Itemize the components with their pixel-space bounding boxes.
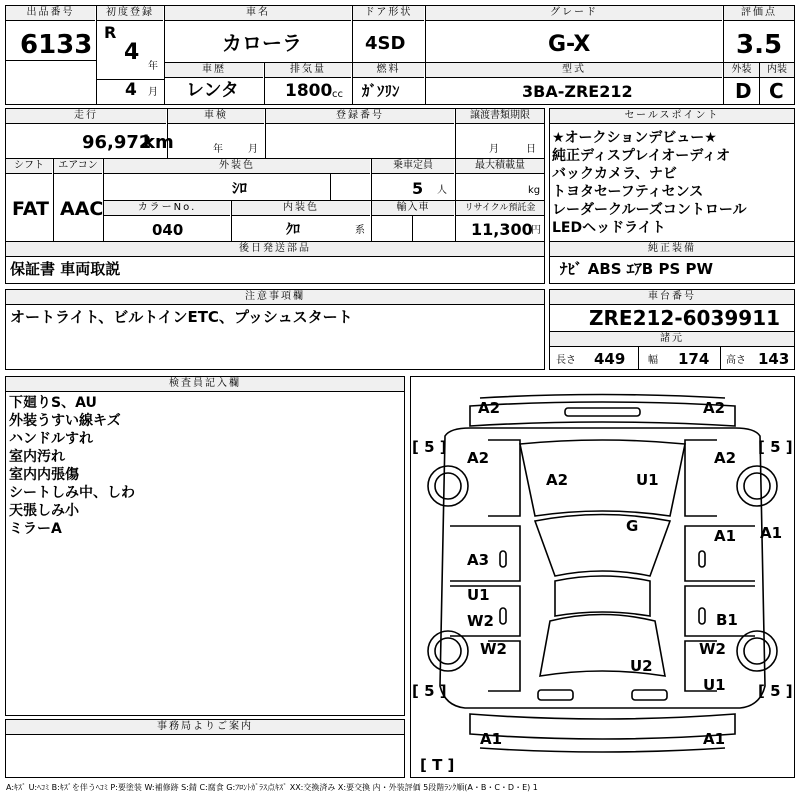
lot-number: 6133 xyxy=(20,30,93,60)
fuel-label: 燃料 xyxy=(353,63,424,78)
inspector-line: 下廻りS、AU xyxy=(9,395,97,411)
later-parts-label: 後日発送部品 xyxy=(6,242,544,257)
sales-point-item: レーダークルーズコントロール xyxy=(552,202,747,218)
mark-front-left: A2 xyxy=(478,399,501,417)
inspector-line: 天張しみ小 xyxy=(9,503,79,519)
int-value: C xyxy=(769,79,784,103)
mark-fender-left: A2 xyxy=(467,449,490,467)
ext-label: 外装 xyxy=(724,63,759,78)
mark-door-rl-w: W2 xyxy=(467,612,494,630)
sales-points-list xyxy=(552,129,747,237)
inspector-line: 室内内張傷 xyxy=(9,467,79,483)
width-value: 174 xyxy=(678,350,710,368)
office-label: 事務局よりご案内 xyxy=(6,720,404,735)
mark-qtr-left: W2 xyxy=(480,640,507,658)
spec-label: 諸元 xyxy=(550,332,794,347)
insp-year-unit: 年 xyxy=(213,144,223,155)
recycle-unit: 円 xyxy=(531,225,541,236)
lot-label: 出品番号 xyxy=(6,6,95,21)
shift-value: FAT xyxy=(12,198,49,220)
notes-label: 注意事項欄 xyxy=(6,290,544,305)
grade-label: グレード xyxy=(426,6,722,21)
transfer-month-unit: 月 xyxy=(489,144,499,155)
shift-label: シフト xyxy=(6,159,52,174)
tire-spare: [ T ] xyxy=(420,756,455,774)
inspector-lines xyxy=(9,394,135,538)
mark-hood-right: U1 xyxy=(636,471,659,489)
inspector-line: ハンドルすれ xyxy=(9,431,93,447)
door-label: ドア形状 xyxy=(353,6,424,21)
color-value: ｼﾛ xyxy=(232,179,248,197)
sales-point-item: 純正ディスプレイオーディオ xyxy=(552,148,731,164)
load-unit: kg xyxy=(528,185,541,196)
sales-points-label: セールスポイント xyxy=(550,109,794,124)
car-name-label: 車名 xyxy=(165,6,351,21)
notes-value: オートライト、ビルトインETC、プッシュスタート xyxy=(10,308,353,326)
reg-year: 4 xyxy=(124,40,140,65)
inspection-label: 車検 xyxy=(168,109,264,124)
mileage-unit: km xyxy=(143,132,174,153)
history-value: レンタ xyxy=(186,80,239,101)
intcolor-unit: 系 xyxy=(355,225,365,236)
width-label: 幅 xyxy=(648,355,658,366)
details-block xyxy=(5,108,545,242)
intcolor-label: 内装色 xyxy=(232,201,370,216)
model-label: 型式 xyxy=(426,63,722,78)
transfer-day-unit: 日 xyxy=(526,144,536,155)
capacity-value: 5 xyxy=(412,179,424,198)
later-parts-value: 保証書 車両取説 xyxy=(10,260,121,278)
int-label: 内装 xyxy=(760,63,794,78)
grade-value: G-X xyxy=(548,32,591,57)
chassis-value: ZRE212-6039911 xyxy=(589,306,781,330)
sales-point-item: バックカメラ、ナビ xyxy=(552,166,677,182)
tire-fr: [ 5 ] xyxy=(758,438,793,456)
ext-value: D xyxy=(735,79,752,103)
capacity-label: 乗車定員 xyxy=(372,159,454,174)
inspector-line: 外装うすい線キズ xyxy=(9,413,121,429)
mileage-label: 走行 xyxy=(6,109,166,124)
regno-label: 登録番号 xyxy=(266,109,454,124)
inspector-line: ミラーA xyxy=(9,521,62,537)
colorno-label: カラーNo. xyxy=(104,201,230,216)
model-value: 3BA-ZRE212 xyxy=(522,82,633,101)
legend: A:ｷｽﾞ U:ﾍｺﾐ B:ｷｽﾞを伴うﾍｺﾐ P:要塗装 W:補修跡 S:錆 C:腐食 G:ﾌﾛﾝﾄｶﾞﾗｽ点ｷｽﾞ XX:交換済み X:要交換 内・外装評価 5段階ﾗﾝｸ順(A・B・C・D・E) 1 xyxy=(6,783,538,792)
disp-value: 1800 xyxy=(285,81,333,101)
mark-rear-left: A1 xyxy=(480,730,503,748)
car-name: カローラ xyxy=(222,31,302,55)
insp-month-unit: 月 xyxy=(248,144,258,155)
load-label: 最大積載量 xyxy=(456,159,544,174)
recycle-label: リサイクル預託金 xyxy=(456,201,544,216)
height-value: 143 xyxy=(758,350,790,368)
transfer-label: 譲渡書類期限 xyxy=(456,109,544,124)
mileage-value: 96,972 xyxy=(82,132,152,153)
mark-trunk: U2 xyxy=(630,657,653,675)
mark-fender-right: A2 xyxy=(714,449,737,467)
inspector-line: 室内汚れ xyxy=(9,449,65,465)
mark-roof: G xyxy=(626,517,639,535)
history-label: 車歴 xyxy=(165,63,263,78)
import-label: 輸入車 xyxy=(372,201,454,216)
year-unit: 年 xyxy=(148,61,158,72)
mark-pillar-r: A1 xyxy=(760,524,783,542)
sales-point-item: LEDヘッドライト xyxy=(552,220,666,236)
length-value: 449 xyxy=(594,350,626,368)
inspector-line: シートしみ中、しわ xyxy=(9,485,135,501)
tire-rl: [ 5 ] xyxy=(412,682,447,700)
mark-door-fr: A1 xyxy=(714,527,737,545)
car-outline xyxy=(410,376,795,778)
fuel-value: ｶﾞｿﾘﾝ xyxy=(362,82,400,100)
mark-front-right: A2 xyxy=(703,399,726,417)
disp-unit: cc xyxy=(332,89,343,100)
mark-door-rr: B1 xyxy=(716,611,738,629)
equipment-label: 純正装備 xyxy=(550,242,794,257)
door-value: 4SD xyxy=(365,33,406,54)
mark-door-rl-u: U1 xyxy=(467,586,490,604)
recycle-value: 11,300 xyxy=(471,220,533,239)
length-label: 長さ xyxy=(556,355,576,366)
month-unit: 月 xyxy=(148,87,158,98)
era: R xyxy=(104,23,117,42)
tire-fl: [ 5 ] xyxy=(412,438,447,456)
reg-month: 4 xyxy=(125,80,137,100)
sales-point-item: ★オークションデビュー★ xyxy=(552,130,717,146)
inspector-label: 検査員記入欄 xyxy=(6,377,404,392)
mark-rear-right: A1 xyxy=(703,730,726,748)
color-label: 外装色 xyxy=(104,159,370,174)
first-reg-label: 初度登録 xyxy=(97,6,163,21)
ac-label: エアコン xyxy=(54,159,102,174)
sales-point-item: トヨタセーフティセンス xyxy=(552,184,704,200)
height-label: 高さ xyxy=(726,355,746,366)
ac-value: AAC xyxy=(60,198,104,220)
mark-rear-right-u: U1 xyxy=(703,676,726,694)
mark-door-fl: A3 xyxy=(467,551,490,569)
score-value: 3.5 xyxy=(736,30,783,60)
disp-label: 排気量 xyxy=(265,63,351,78)
tire-rr: [ 5 ] xyxy=(758,682,793,700)
mark-hood-left: A2 xyxy=(546,471,569,489)
colorno-value: 040 xyxy=(152,221,184,239)
capacity-unit: 人 xyxy=(437,185,447,196)
chassis-label: 車台番号 xyxy=(550,290,794,305)
intcolor-value: ｸﾛ xyxy=(286,222,300,238)
equipment-value: ﾅﾋﾞ ABS ｴｱB PS PW xyxy=(560,260,714,278)
mark-qtr-right: W2 xyxy=(699,640,726,658)
score-label: 評価点 xyxy=(724,6,794,21)
